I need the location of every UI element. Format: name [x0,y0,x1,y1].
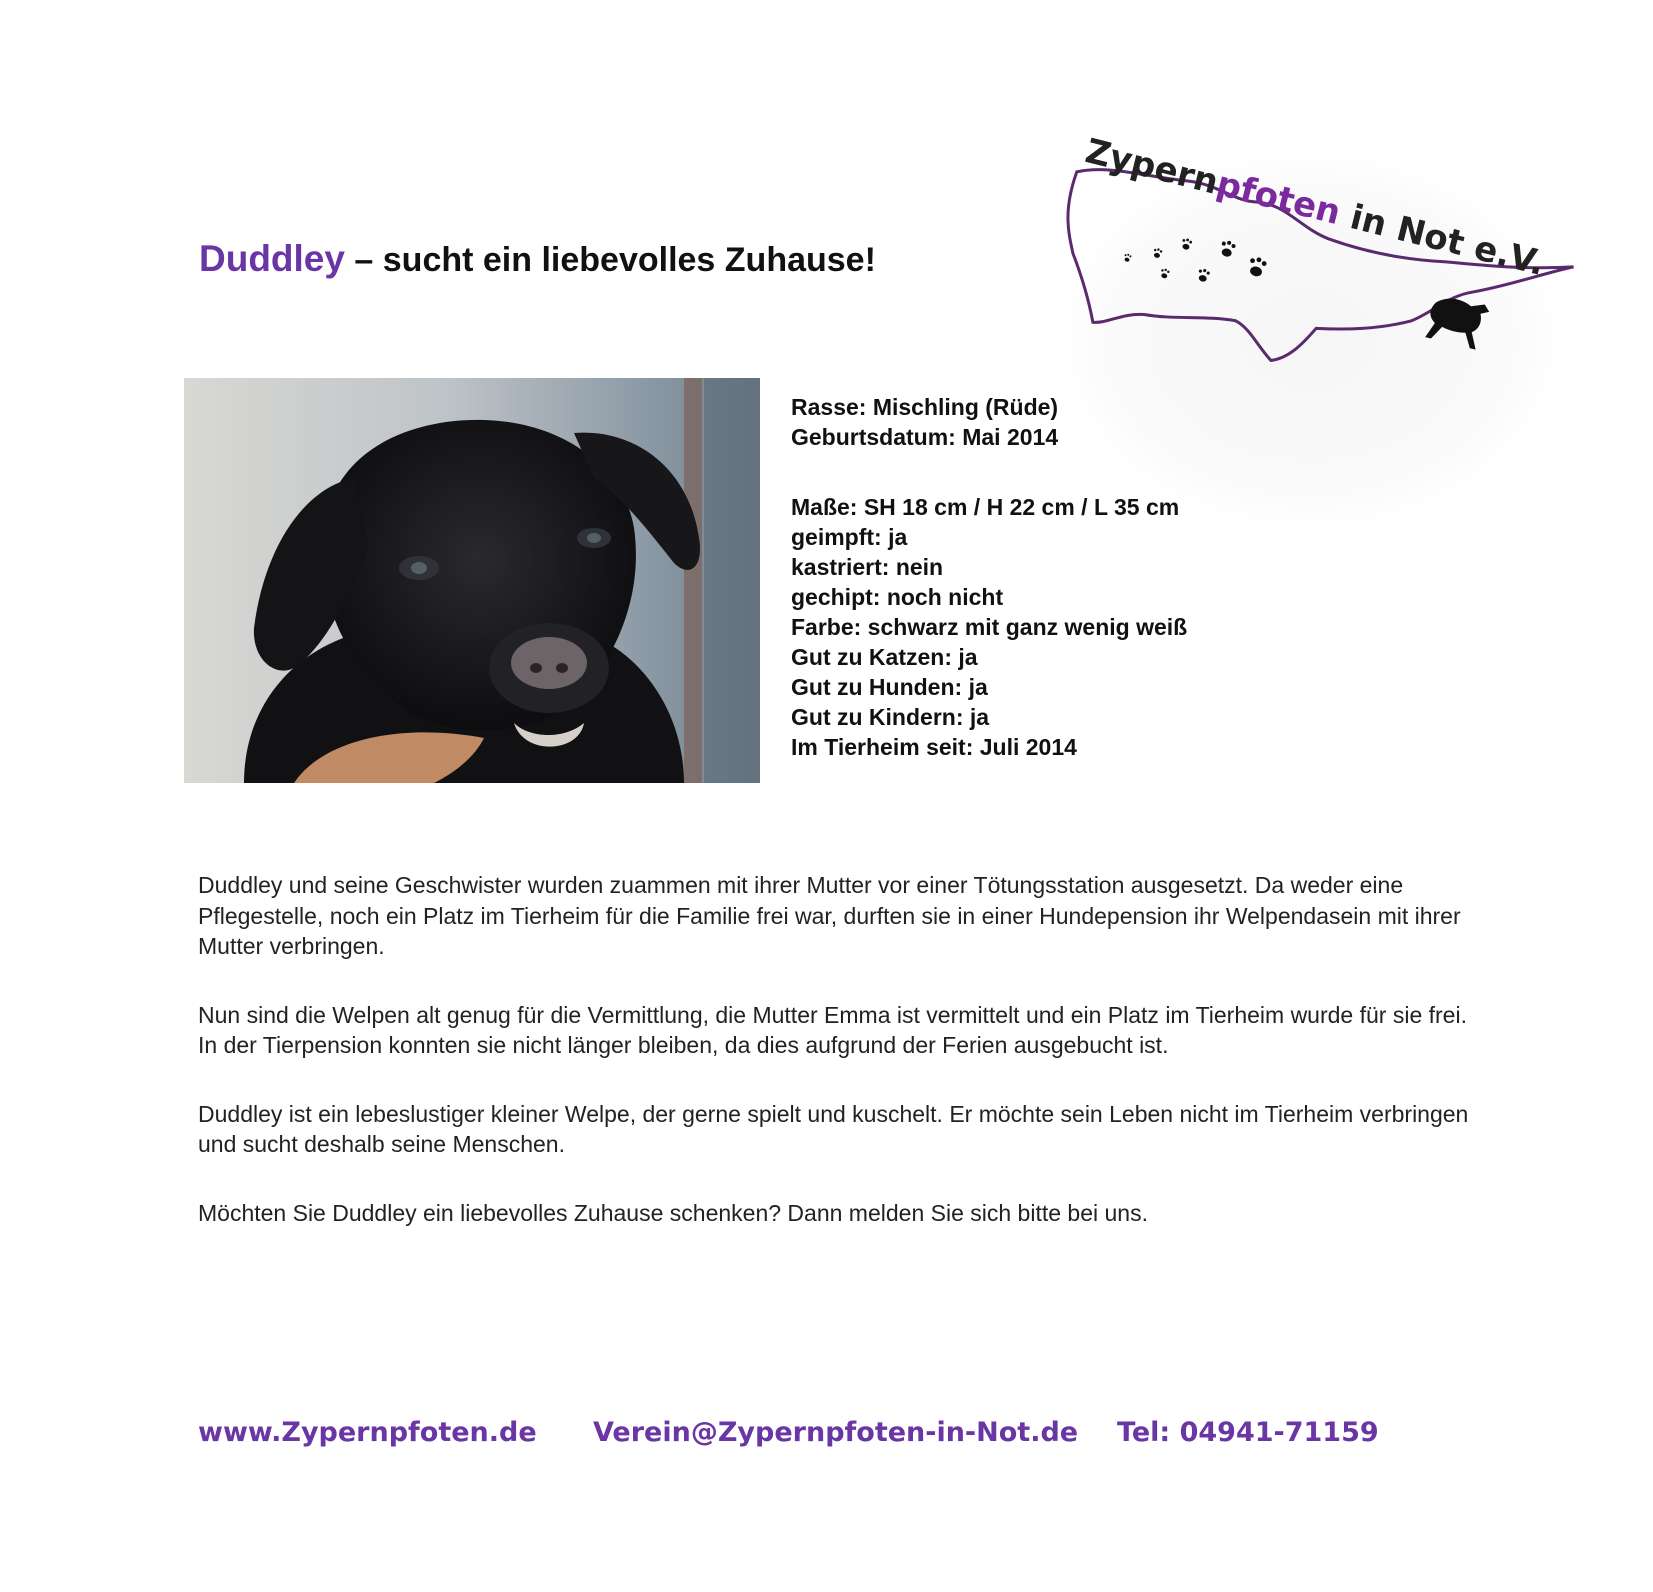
fact-shelter-since: Im Tierheim seit: Juli 2014 [791,734,1077,760]
title-tagline: – sucht ein liebevolles Zuhause! [344,241,876,279]
dog-photo [184,378,760,783]
fact-chipped: gechipt: noch nicht [791,584,1004,610]
email-link[interactable]: Verein@Zypernpfoten-in-Not.de [593,1417,1079,1448]
dog-facts [791,392,1251,762]
fact-measurements: Maße: SH 18 cm / H 22 cm / L 35 cm [791,494,1180,520]
description [198,870,1478,1266]
fact-cats: Gut zu Katzen: ja [791,644,978,670]
logo-text: Zypernpfoten in Not e.V. [1081,131,1549,285]
contact-footer [0,1417,1653,1457]
page-title [199,238,876,280]
fact-children: Gut zu Kindern: ja [791,704,990,730]
phone-number: Tel: 04941-71159 [1117,1417,1379,1448]
fact-vaccinated: geimpft: ja [791,524,908,550]
black-puppy-photo-icon [184,378,760,783]
fact-color: Farbe: schwarz mit ganz wenig weiß [791,614,1188,640]
description-paragraph-1: Duddley und seine Geschwister wurden zuammen mit ihrer Mutter vor einer Tötungsstation ausgesetzt. Da weder eine Pflegestelle, noch ein Platz im Tierheim für die Familie frei war, durften sie in einer Hundepension ihr Welpendasein mit ihrer Mutter verbringen. [198,872,1461,959]
fact-birthdate: Geburtsdatum: Mai 2014 [791,424,1059,450]
fact-breed: Rasse: Mischling (Rüde) [791,394,1059,420]
fact-dogs: Gut zu Hunden: ja [791,674,988,700]
dog-name: Duddley [199,238,345,279]
fact-neutered: kastriert: nein [791,554,944,580]
description-paragraph-4: Möchten Sie Duddley ein liebevolles Zuhause schenken? Dann melden Sie sich bitte bei uns. [198,1199,1148,1226]
description-paragraph-2: Nun sind die Welpen alt genug für die Vermittlung, die Mutter Emma ist vermittelt und ein Platz im Tierheim wurde für sie frei. In der Tierpension konnten sie nicht länger bleiben, da dies aufgrund der Ferien ausgebucht ist. [198,1001,1467,1058]
website-link[interactable]: www.Zypernpfoten.de [198,1417,537,1448]
description-paragraph-3: Duddley ist ein lebeslustiger kleiner Welpe, der gerne spielt und kuschelt. Er möchte sein Leben nicht im Tierheim verbringen und sucht deshalb seine Menschen. [198,1100,1469,1157]
